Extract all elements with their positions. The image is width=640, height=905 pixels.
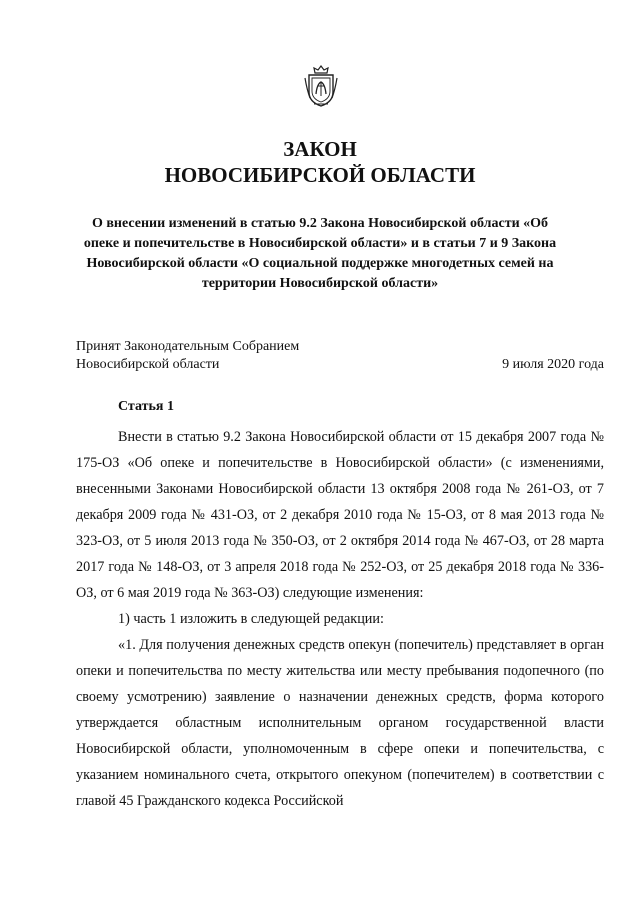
law-subtitle: О внесении изменений в статью 9.2 Закона Новосибирской области «Об опеке и попечительстве в Новосибирской области» и в статьи 7 и 9 Закона Новосибирской области «О социальной поддержке многодетных семей на территории Новосибирской области»	[83, 216, 557, 291]
article-paragraph-2: 1) часть 1 изложить в следующей редакции:	[118, 611, 384, 627]
law-title-line2: НОВОСИБИРСКОЙ ОБЛАСТИ	[164, 163, 476, 187]
adoption-line2: Новосибирской области	[76, 357, 220, 372]
adoption-line1: Принят Законодательным Собранием	[76, 339, 300, 354]
article-heading: Статья 1	[118, 399, 174, 414]
coat-of-arms-icon	[302, 64, 340, 108]
adoption-date: 9 июля 2020 года	[502, 357, 604, 372]
article-paragraph-1: Внести в статью 9.2 Закона Новосибирской области от 15 декабря 2007 года № 175-ОЗ «Об опеке и попечительстве в Новосибирской области» (с изменениями, внесенными Законами Новосибирской области 13 октября 2008 года № 261-ОЗ, от 7 декабря 2009 года № 431-ОЗ, от 2 декабря 2010 года № 15-ОЗ, от 8 мая 2013 года № 323-ОЗ, от 5 июля 2013 года № 350-ОЗ, от 2 октября 2014 года № 467-ОЗ, от 28 марта 2017 года № 148-ОЗ, от 3 апреля 2018 года № 252-ОЗ, от 25 декабря 2018 года № 336-ОЗ, от 6 мая 2019 года № 363-ОЗ) следующие изменения:	[76, 429, 604, 601]
law-title-line1: ЗАКОН	[283, 137, 357, 161]
article-body	[76, 424, 604, 814]
article-paragraph-3: «1. Для получения денежных средств опекун (попечитель) представляет в орган опеки и попечительства по месту жительства или месту пребывания подопечного (по своему усмотрению) заявление о назначении денежных средств, форма которого утверждается областным исполнительным органом государственной власти Новосибирской области, уполномоченным в сфере опеки и попечительства, с указанием номинального счета, открытого опекуном (попечителем) в соответствии с главой 45 Гражданского кодекса Российской	[76, 637, 604, 809]
adoption-statement	[76, 338, 299, 374]
